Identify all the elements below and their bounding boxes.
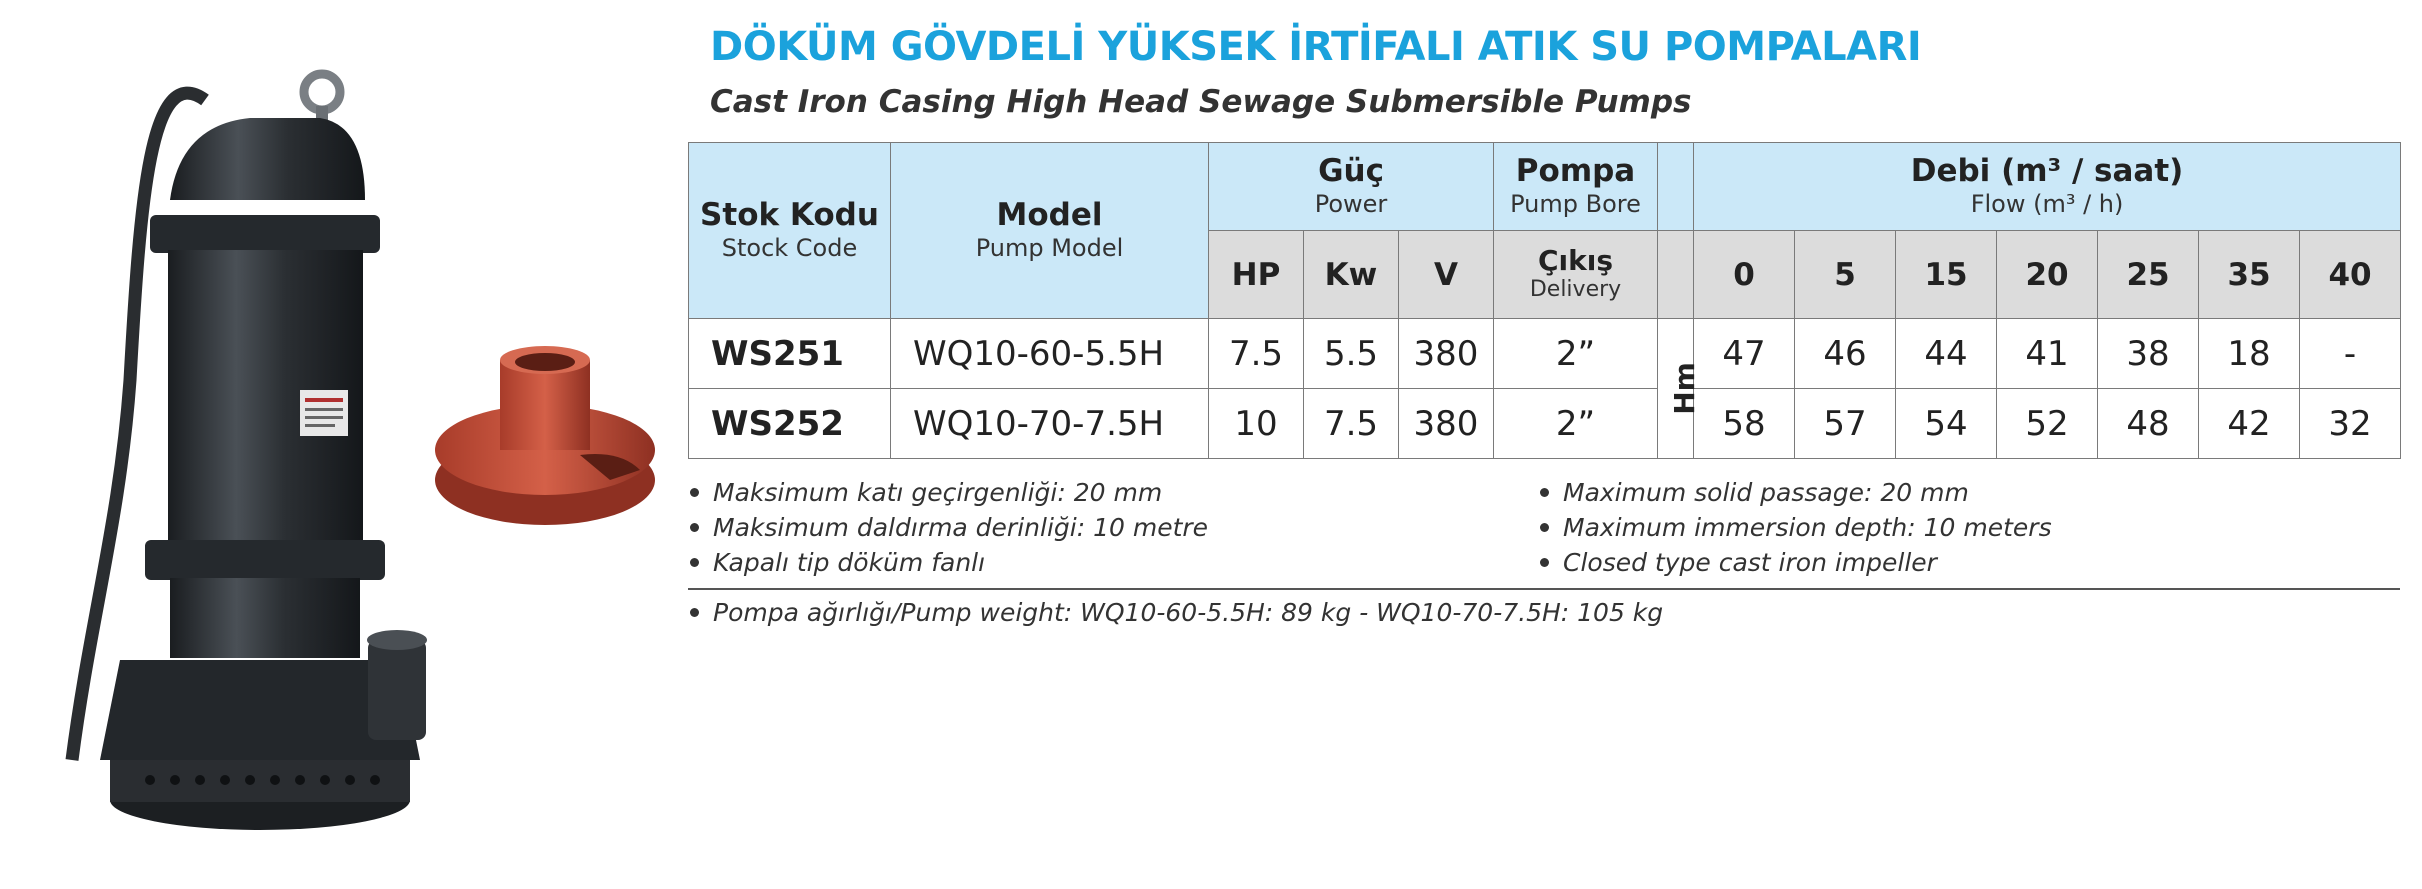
note-tr: Maksimum katı geçirgenliği: 20 mm bbox=[690, 478, 1162, 507]
cell-v: 380 bbox=[1399, 319, 1494, 389]
cell-flow: 47 bbox=[1694, 319, 1795, 389]
cell-hp: 7.5 bbox=[1209, 319, 1304, 389]
header-stock-code: Stok Kodu Stock Code bbox=[689, 143, 891, 319]
col-hp: HP bbox=[1209, 231, 1304, 319]
page-title: DÖKÜM GÖVDELİ YÜKSEK İRTİFALI ATIK SU POMPALARI bbox=[710, 24, 1922, 70]
col-hm-spacer bbox=[1658, 231, 1694, 319]
spec-table bbox=[688, 142, 2401, 459]
cell-flow: 46 bbox=[1795, 319, 1896, 389]
col-delivery: Çıkış Delivery bbox=[1494, 231, 1658, 319]
bullet-icon bbox=[1540, 523, 1549, 532]
col-flow-40: 40 bbox=[2300, 231, 2401, 319]
note-en: Maximum solid passage: 20 mm bbox=[1540, 478, 1969, 507]
note-tr: Kapalı tip döküm fanlı bbox=[690, 548, 985, 577]
bullet-icon bbox=[1540, 558, 1549, 567]
col-flow-0: 0 bbox=[1694, 231, 1795, 319]
bullet-icon bbox=[690, 523, 699, 532]
cell-flow: 54 bbox=[1896, 389, 1997, 459]
cell-flow: 58 bbox=[1694, 389, 1795, 459]
note-en: Maximum immersion depth: 10 meters bbox=[1540, 513, 2052, 542]
table-row bbox=[689, 319, 2401, 389]
header-spacer bbox=[1658, 143, 1694, 231]
col-flow-5: 5 bbox=[1795, 231, 1896, 319]
cell-flow: 52 bbox=[1997, 389, 2098, 459]
col-flow-35: 35 bbox=[2199, 231, 2300, 319]
col-flow-15: 15 bbox=[1896, 231, 1997, 319]
pump-illustration bbox=[72, 74, 427, 830]
cell-model: WQ10-70-7.5H bbox=[891, 389, 1209, 459]
col-kw: Kw bbox=[1304, 231, 1399, 319]
cell-delivery: 2” bbox=[1494, 389, 1658, 459]
cell-flow: - bbox=[2300, 319, 2401, 389]
note-en: Closed type cast iron impeller bbox=[1540, 548, 1937, 577]
note-tr: Maksimum daldırma derinliği: 10 metre bbox=[690, 513, 1208, 542]
bullet-icon bbox=[690, 488, 699, 497]
note-weight: Pompa ağırlığı/Pump weight: WQ10-60-5.5H: 89 kg - WQ10-70-7.5H: 105 kg bbox=[690, 598, 1663, 627]
page-subtitle: Cast Iron Casing High Head Sewage Submersible Pumps bbox=[710, 84, 1692, 120]
header-pump-bore: Pompa Pump Bore bbox=[1494, 143, 1658, 231]
cell-flow: 41 bbox=[1997, 319, 2098, 389]
header-model: Model Pump Model bbox=[891, 143, 1209, 319]
cell-delivery: 2” bbox=[1494, 319, 1658, 389]
cell-stock-code: WS251 bbox=[689, 319, 891, 389]
bullet-icon bbox=[690, 608, 699, 617]
col-flow-20: 20 bbox=[1997, 231, 2098, 319]
impeller-illustration bbox=[435, 346, 655, 525]
cell-stock-code: WS252 bbox=[689, 389, 891, 459]
cell-v: 380 bbox=[1399, 389, 1494, 459]
cell-model: WQ10-60-5.5H bbox=[891, 319, 1209, 389]
head-label: Hm bbox=[1667, 362, 1701, 415]
content bbox=[688, 0, 2400, 889]
cell-kw: 5.5 bbox=[1304, 319, 1399, 389]
cell-flow: 44 bbox=[1896, 319, 1997, 389]
notes-divider bbox=[688, 588, 2400, 590]
head-label-cell bbox=[1658, 319, 1701, 459]
cell-flow: 42 bbox=[2199, 389, 2300, 459]
cell-kw: 7.5 bbox=[1304, 389, 1399, 459]
table-row bbox=[689, 389, 2401, 459]
col-v: V bbox=[1399, 231, 1494, 319]
bullet-icon bbox=[690, 558, 699, 567]
cell-flow: 57 bbox=[1795, 389, 1896, 459]
cell-flow: 32 bbox=[2300, 389, 2401, 459]
cell-hp: 10 bbox=[1209, 389, 1304, 459]
cell-flow: 38 bbox=[2098, 319, 2199, 389]
header-power: Güç Power bbox=[1209, 143, 1494, 231]
header-flow: Debi (m³ / saat) Flow (m³ / h) bbox=[1694, 143, 2401, 231]
col-flow-25: 25 bbox=[2098, 231, 2199, 319]
cell-flow: 48 bbox=[2098, 389, 2199, 459]
product-image bbox=[0, 0, 700, 889]
bullet-icon bbox=[1540, 488, 1549, 497]
cell-flow: 18 bbox=[2199, 319, 2300, 389]
